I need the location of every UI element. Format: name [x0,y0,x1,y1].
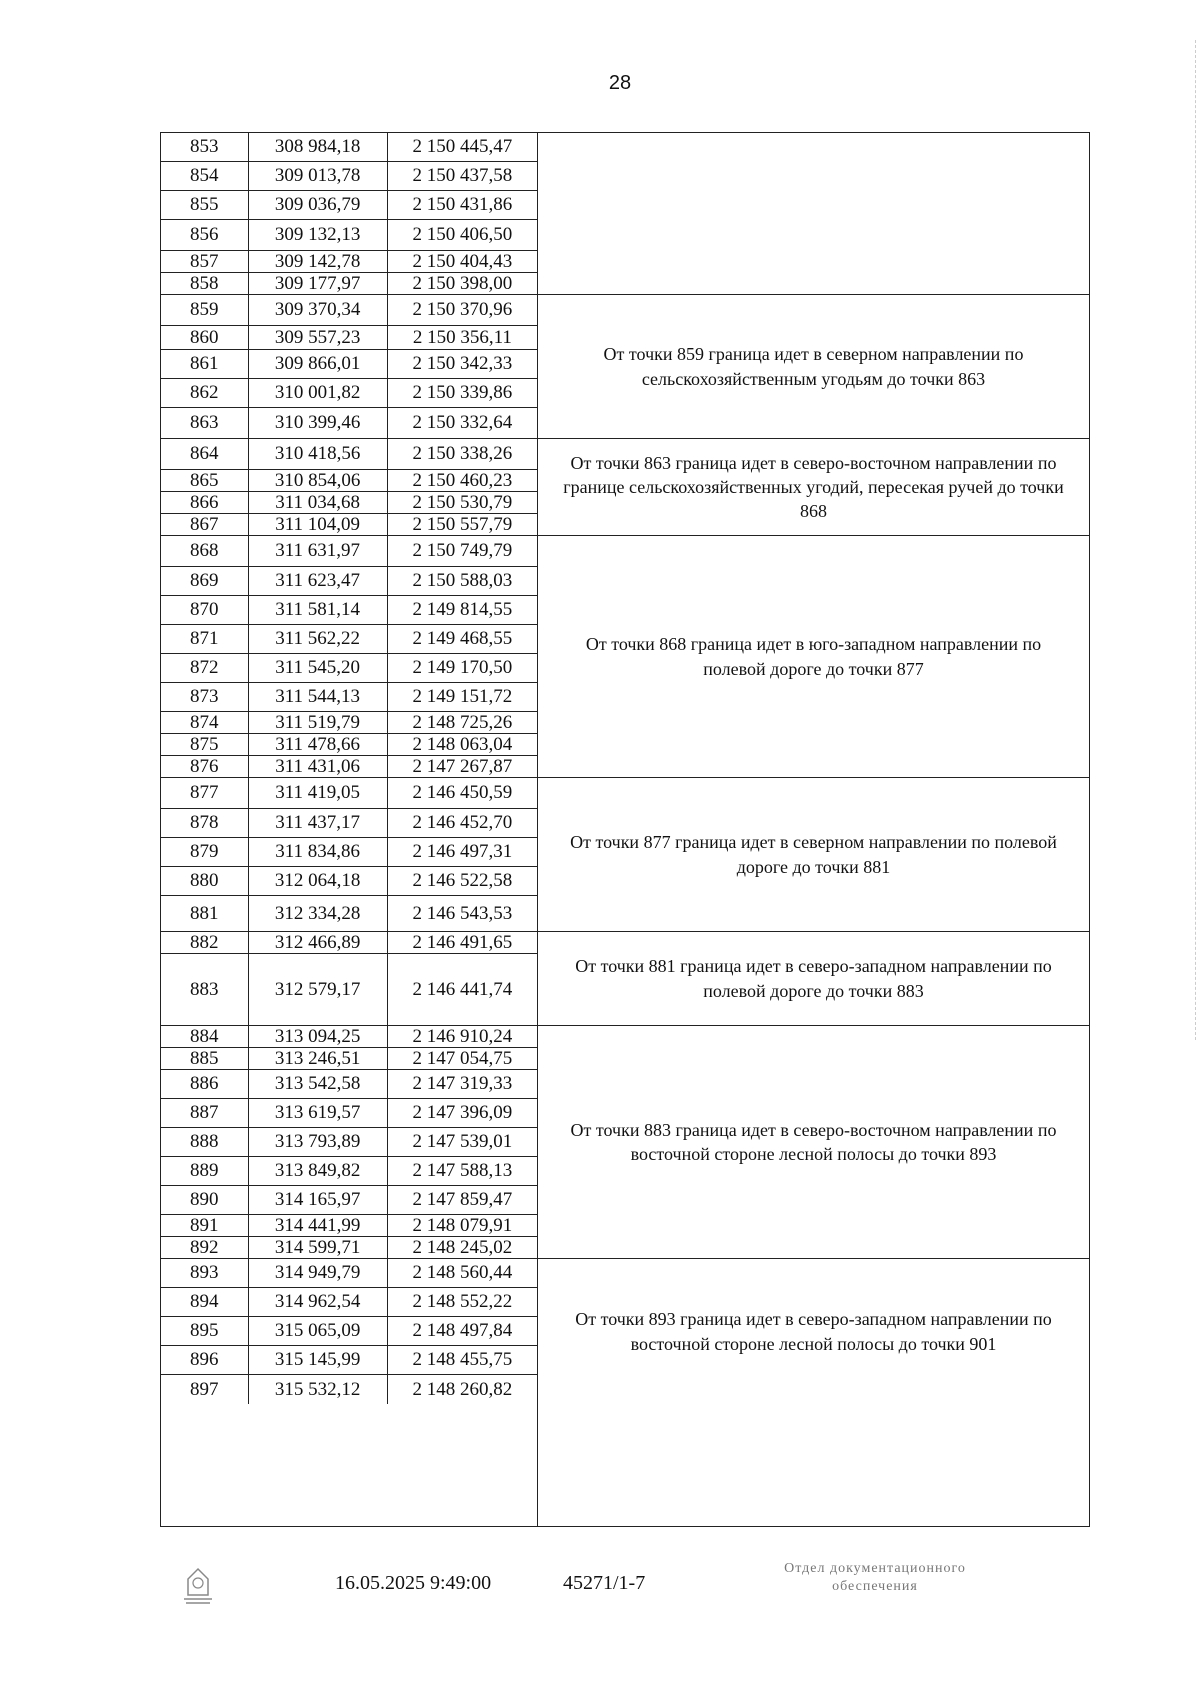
boundary-description: От точки 881 граница идет в северо-западном направлении по полевой дороге до точки 883 [538,932,1089,1026]
table-row [161,1346,537,1375]
coordinate-y: 2 148 497,84 [412,1320,513,1341]
coordinate-x: 309 557,23 [249,326,388,349]
coordinate-x: 309 036,79 [249,191,388,219]
coordinate-x: 311 581,14 [249,596,388,624]
table-row [161,492,537,514]
table-row [161,1128,537,1157]
coordinate-y: 2 150 588,03 [412,570,513,591]
coordinate-y: 2 149 814,55 [412,599,513,620]
point-number: 883 [161,954,249,1025]
table-row [161,379,537,408]
table-row [161,683,537,712]
coordinate-y: 2 150 398,00 [412,272,513,294]
coordinate-y: 2 149 151,72 [412,686,513,707]
point-number: 855 [161,191,249,219]
point-number: 859 [161,295,249,325]
description-column [538,132,1090,1527]
point-number: 886 [161,1070,249,1098]
coordinate-x: 312 466,89 [249,932,388,953]
coordinate-x: 309 866,01 [249,350,388,378]
table-row [161,734,537,756]
table-row [161,1288,537,1317]
coordinate-y: 2 150 530,79 [412,491,513,513]
table-row [161,326,537,350]
table-row [161,654,537,683]
coordinate-y: 2 150 437,58 [412,165,513,186]
page-number: 28 [608,72,632,94]
point-number: 862 [161,379,249,407]
coordinate-y: 2 148 455,75 [412,1349,513,1370]
coordinate-x: 311 631,97 [249,536,388,566]
point-number: 861 [161,350,249,378]
coordinate-y: 2 147 319,33 [412,1073,513,1094]
boundary-description: От точки 877 граница идет в северном направлении по полевой дороге до точки 881 [538,778,1089,932]
department-line-2: обеспечения [832,1579,918,1595]
coordinate-y: 2 147 054,75 [412,1047,513,1069]
boundary-description [538,133,1089,295]
coordinate-x: 315 532,12 [249,1375,388,1404]
coordinate-x: 311 623,47 [249,567,388,595]
table-row [161,1375,537,1404]
table-row [161,162,537,191]
coordinate-y: 2 150 332,64 [412,412,513,433]
table-row [161,251,537,273]
point-number: 854 [161,162,249,190]
point-number: 853 [161,133,249,161]
footer-document-code: 45271/1-7 [563,1572,646,1594]
point-number: 896 [161,1346,249,1374]
coordinate-y: 2 146 450,59 [412,782,513,803]
point-number: 889 [161,1157,249,1185]
coordinate-x: 311 544,13 [249,683,388,711]
point-number: 866 [161,492,249,513]
coordinate-y: 2 146 497,31 [412,841,513,862]
coordinate-y: 2 147 396,09 [412,1102,513,1123]
point-number: 876 [161,756,249,777]
table-row [161,809,537,838]
point-number: 893 [161,1259,249,1287]
point-number: 892 [161,1237,249,1258]
point-number: 880 [161,867,249,895]
table-row [161,867,537,896]
table-row [161,1215,537,1237]
point-number: 868 [161,536,249,566]
point-number: 887 [161,1099,249,1127]
department-line-1: Отдел документационного [784,1561,966,1576]
coordinate-x: 311 034,68 [249,492,388,513]
coordinate-y: 2 148 260,82 [412,1378,513,1400]
coordinate-y: 2 150 356,11 [412,326,512,348]
coordinate-y: 2 147 859,47 [412,1189,513,1210]
coordinate-x: 313 619,57 [249,1099,388,1127]
point-number: 879 [161,838,249,866]
coordinate-y: 2 146 522,58 [412,870,513,891]
coordinate-y: 2 148 079,91 [412,1214,513,1236]
coordinate-x: 309 370,34 [249,295,388,325]
coordinate-x: 314 949,79 [249,1259,388,1287]
coordinate-x: 310 399,46 [249,408,388,438]
table-row [161,514,537,536]
coordinate-x: 309 013,78 [249,162,388,190]
table-row [161,1259,537,1288]
table-row [161,932,537,954]
coordinate-x: 313 849,82 [249,1157,388,1185]
point-number: 888 [161,1128,249,1156]
coordinate-y: 2 147 588,13 [412,1160,513,1181]
point-number: 864 [161,439,249,469]
coordinate-y: 2 149 468,55 [412,628,513,649]
point-number: 865 [161,470,249,491]
coordinate-y: 2 148 560,44 [412,1262,513,1283]
table-row [161,1070,537,1099]
boundary-description: От точки 868 граница идет в юго-западном направлении по полевой дороге до точки 877 [538,536,1089,778]
boundary-description: От точки 863 граница идет в северо-восточном направлении по границе сельскохозяйственных угодий, пересекая ручей до точки 868 [538,439,1089,536]
table-row [161,470,537,492]
table-row [161,1157,537,1186]
point-number: 867 [161,514,249,535]
coordinate-x: 311 419,05 [249,778,388,808]
coordinate-x: 312 334,28 [249,896,388,931]
table-row [161,133,537,162]
coordinate-y: 2 146 910,24 [412,1025,513,1047]
coordinate-y: 2 149 170,50 [412,657,513,678]
coordinate-y: 2 148 552,22 [412,1291,513,1312]
coordinate-y: 2 150 460,23 [412,469,513,491]
coordinates-table [160,132,1090,1527]
table-row [161,1099,537,1128]
coordinate-y: 2 150 370,96 [412,299,513,320]
coordinate-x: 311 431,06 [249,756,388,777]
coordinate-y: 2 147 267,87 [412,755,513,777]
coordinate-y: 2 150 445,47 [412,136,513,157]
point-number: 869 [161,567,249,595]
coordinate-y: 2 150 342,33 [412,353,513,374]
boundary-description: От точки 883 граница идет в северо-восточном направлении по восточной стороне лесной полосы до точки 893 [538,1026,1089,1259]
coordinate-x: 314 441,99 [249,1215,388,1236]
coordinate-x: 311 104,09 [249,514,388,535]
coordinate-x: 310 418,56 [249,439,388,469]
coordinate-y: 2 146 452,70 [412,812,513,833]
table-row [161,295,537,326]
table-row [161,350,537,379]
point-number: 895 [161,1317,249,1345]
coordinate-x: 309 142,78 [249,251,388,272]
table-row [161,408,537,439]
coordinate-x: 311 478,66 [249,734,388,755]
coordinate-x: 315 065,09 [249,1317,388,1345]
coordinate-x: 314 599,71 [249,1237,388,1258]
footer-department-stamp [730,1560,1020,1596]
coordinate-x: 313 246,51 [249,1048,388,1069]
table-row [161,273,537,295]
coordinate-x: 313 542,58 [249,1070,388,1098]
coordinate-y: 2 150 749,79 [412,540,513,561]
coordinate-x: 310 854,06 [249,470,388,491]
point-number: 875 [161,734,249,755]
table-row [161,1048,537,1070]
coordinate-x: 314 165,97 [249,1186,388,1214]
point-number: 882 [161,932,249,953]
coordinate-y: 2 150 557,79 [412,513,513,535]
coordinate-x: 311 834,86 [249,838,388,866]
table-row [161,439,537,470]
coordinate-x: 311 519,79 [249,712,388,733]
coordinate-x: 310 001,82 [249,379,388,407]
coordinate-y: 2 148 725,26 [412,711,513,733]
table-row [161,625,537,654]
point-number: 871 [161,625,249,653]
point-number: 874 [161,712,249,733]
coordinate-x: 311 562,22 [249,625,388,653]
point-number: 873 [161,683,249,711]
coordinate-y: 2 146 543,53 [412,902,513,924]
point-number: 863 [161,408,249,438]
table-row [161,191,537,220]
boundary-description: От точки 859 граница идет в северном направлении по сельскохозяйственным угодьям до точки 863 [538,295,1089,439]
footer-date: 16.05.2025 9:49:00 [335,1572,492,1594]
point-number: 884 [161,1026,249,1047]
point-number: 878 [161,809,249,837]
point-number: 894 [161,1288,249,1316]
scan-edge-marks [1189,40,1196,1040]
table-row [161,1026,537,1048]
coordinate-x: 311 545,20 [249,654,388,682]
table-row [161,756,537,778]
coordinate-y: 2 150 339,86 [412,382,513,403]
point-number: 860 [161,326,249,349]
coordinates-column [160,132,538,1527]
point-number: 881 [161,896,249,931]
point-number: 897 [161,1375,249,1404]
table-row [161,838,537,867]
table-row [161,536,537,567]
point-number: 856 [161,220,249,250]
point-number: 877 [161,778,249,808]
table-row [161,567,537,596]
table-row [161,954,537,1026]
coordinate-x: 309 132,13 [249,220,388,250]
point-number: 870 [161,596,249,624]
point-number: 891 [161,1215,249,1236]
point-number: 872 [161,654,249,682]
boundary-description: От точки 893 граница идет в северо-западном направлении по восточной стороне лесной полосы до точки 901 [575,1309,1052,1354]
coordinate-y: 2 150 431,86 [412,194,513,215]
coordinate-x: 309 177,97 [249,273,388,294]
coordinate-x: 312 064,18 [249,867,388,895]
coordinate-y: 2 147 539,01 [412,1131,513,1152]
coordinate-y: 2 146 441,74 [412,978,513,1000]
coordinate-x: 308 984,18 [249,133,388,161]
point-number: 890 [161,1186,249,1214]
table-row [161,596,537,625]
coordinate-x: 313 793,89 [249,1128,388,1156]
coordinate-y: 2 150 338,26 [412,443,513,464]
coordinate-y: 2 148 245,02 [412,1236,513,1258]
table-row [161,1237,537,1259]
coordinate-x: 315 145,99 [249,1346,388,1374]
table-row [161,220,537,251]
coordinate-x: 314 962,54 [249,1288,388,1316]
coordinate-x: 312 579,17 [249,954,388,1025]
coordinate-x: 313 094,25 [249,1026,388,1047]
point-number: 885 [161,1048,249,1069]
table-row [161,778,537,809]
table-row [161,896,537,932]
point-number: 858 [161,273,249,294]
point-number: 857 [161,251,249,272]
coordinate-y: 2 148 063,04 [412,733,513,755]
emblem-icon [180,1565,216,1607]
coordinate-y: 2 150 404,43 [412,250,513,272]
table-row [161,1186,537,1215]
coordinate-y: 2 150 406,50 [412,224,513,245]
table-row [161,712,537,734]
coordinate-y: 2 146 491,65 [412,931,513,953]
coordinate-x: 311 437,17 [249,809,388,837]
table-row [161,1317,537,1346]
